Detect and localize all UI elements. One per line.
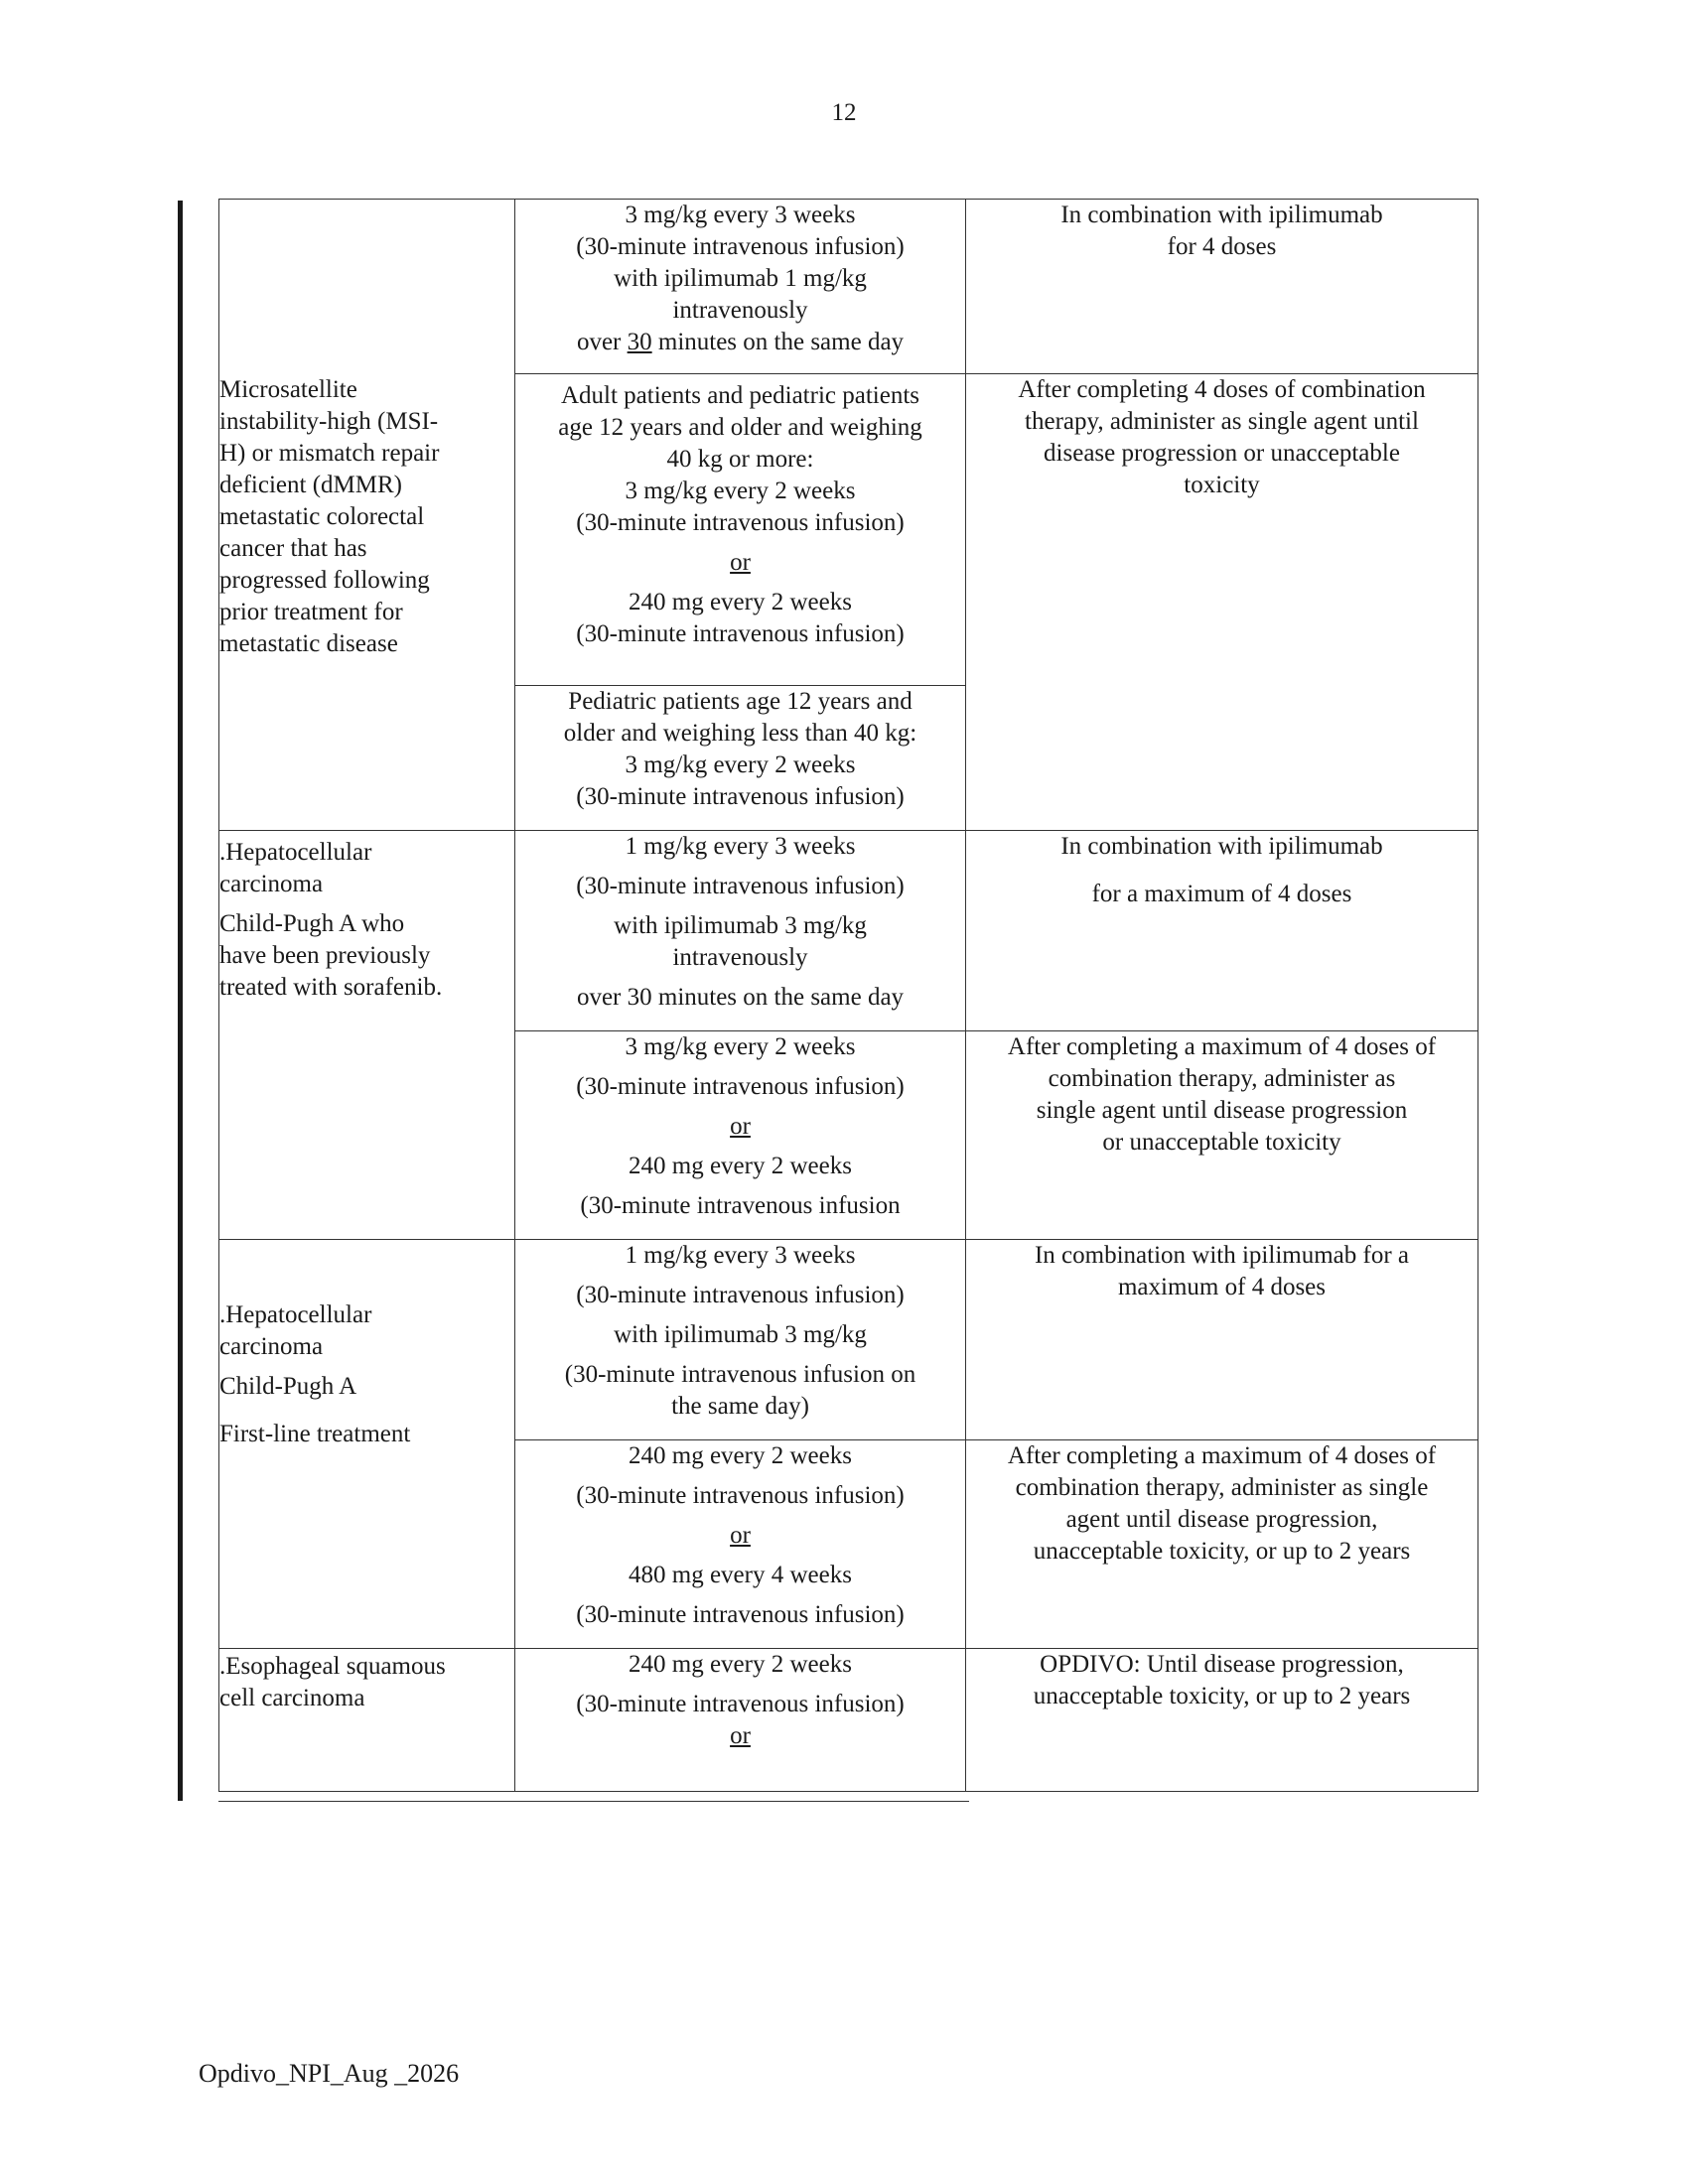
dose-cell-msi-adult: Adult patients and pediatric patients age 12 years and older and weighing 40 kg or more: 3 mg/kg every 2 weeks (30-minute intravenous infusion) or 240 mg every 2 weeks (30-minute intravenous infusion) [515, 374, 966, 686]
duration-cell-hcc-first-line-combination: In combination with ipilimumab for a maximum of 4 doses [966, 1240, 1478, 1440]
dosing-table [218, 199, 1478, 1792]
table-row [219, 200, 1478, 374]
dose-cell-msi-pediatric: Pediatric patients age 12 years and older and weighing less than 40 kg: 3 mg/kg every 2 weeks (30-minute intravenous infusion) [515, 686, 966, 831]
document-footer: Opdivo_NPI_Aug _2026 [199, 2059, 460, 2088]
dose-cell-hcc-sorafenib-combination: 1 mg/kg every 3 weeks (30-minute intravenous infusion) with ipilimumab 3 mg/kg intravenously over 30 minutes on the same day [515, 831, 966, 1031]
duration-cell-hcc-sorafenib-single-agent: After completing a maximum of 4 doses of combination therapy, administer as single agent until disease progression or unacceptable toxicity [966, 1031, 1478, 1240]
table-row [219, 1240, 1478, 1440]
table-bottom-double-rule [218, 1801, 969, 1804]
table-row [219, 1649, 1478, 1792]
indication-text: Microsatellite instability-high (MSI- H) or mismatch repair deficient (dMMR) metastatic colorectal cancer that has progressed following prior treatment for metastatic disease [219, 376, 440, 657]
dose-cell-hcc-first-line-single-agent: 240 mg every 2 weeks (30-minute intravenous infusion) or 480 mg every 4 weeks (30-minute intravenous infusion) [515, 1440, 966, 1649]
duration-cell-msi-single-agent: After completing 4 doses of combination therapy, administer as single agent until disease progression or unacceptable toxicity [966, 374, 1478, 831]
indication-cell-hcc-sorafenib: .Hepatocellular carcinoma Child-Pugh A who have been previously treated with sorafenib. [219, 831, 515, 1240]
dose-cell-hcc-sorafenib-single-agent: 3 mg/kg every 2 weeks (30-minute intravenous infusion) or 240 mg every 2 weeks (30-minute intravenous infusion [515, 1031, 966, 1240]
indication-cell-hcc-first-line: .Hepatocellular carcinoma Child-Pugh A First-line treatment [219, 1240, 515, 1649]
duration-cell-msi-combination: In combination with ipilimumab for 4 doses [966, 200, 1478, 374]
duration-cell-hcc-sorafenib-combination: In combination with ipilimumab for a maximum of 4 doses [966, 831, 1478, 1031]
dose-cell-msi-combination: 3 mg/kg every 3 weeks (30-minute intravenous infusion) with ipilimumab 1 mg/kg intravenously over 30 minutes on the same day [515, 200, 966, 374]
duration-cell-hcc-first-line-single-agent: After completing a maximum of 4 doses of combination therapy, administer as single agent until disease progression, unacceptable toxicity, or up to 2 years [966, 1440, 1478, 1649]
table-row [219, 831, 1478, 1031]
duration-cell-escc: OPDIVO: Until disease progression, unacceptable toxicity, or up to 2 years [966, 1649, 1478, 1792]
revision-change-bar [178, 201, 183, 1801]
dose-cell-hcc-first-line-combination: 1 mg/kg every 3 weeks (30-minute intravenous infusion) with ipilimumab 3 mg/kg (30-minute intravenous infusion on the same day) [515, 1240, 966, 1440]
indication-cell-msi [219, 200, 515, 831]
dose-cell-escc: 240 mg every 2 weeks (30-minute intravenous infusion) or [515, 1649, 966, 1792]
indication-cell-escc: .Esophageal squamous cell carcinoma [219, 1649, 515, 1792]
page-number: 12 [831, 99, 857, 126]
